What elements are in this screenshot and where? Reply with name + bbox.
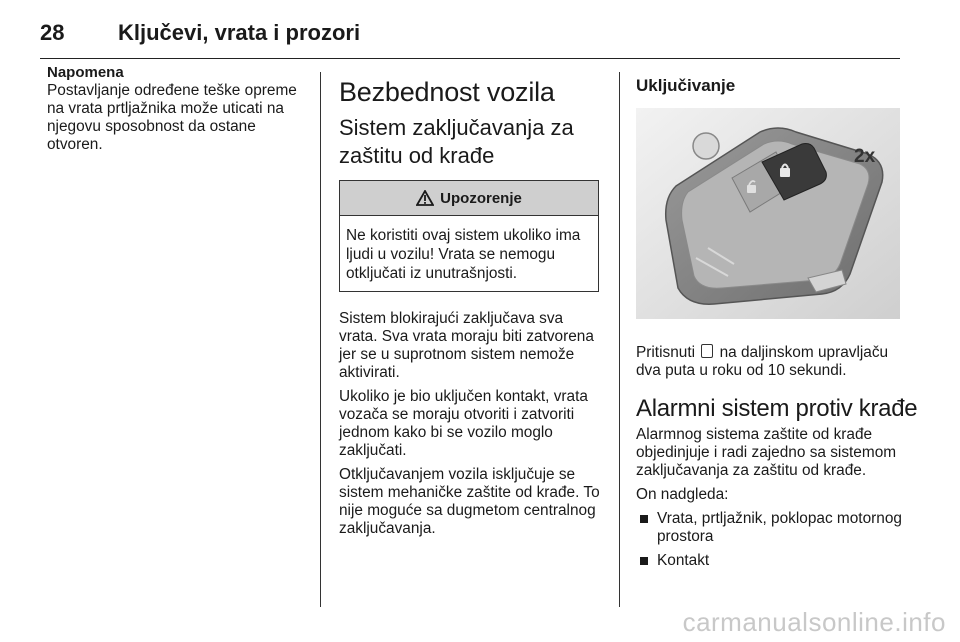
- bullet-square-icon: [640, 515, 648, 523]
- note-title: Napomena: [47, 64, 124, 81]
- page-number: 28: [40, 20, 65, 45]
- column-middle: [339, 62, 604, 544]
- column-divider: [320, 72, 321, 607]
- warning-text: Ne koristiti ovaj sistem ukoliko ima ljudi u vozilu! Vrata se nemogu otključati iz unutrašnjosti.: [346, 227, 581, 282]
- warning-box: [339, 180, 599, 292]
- alarm-heading: Alarmni sistem protiv krađe: [636, 395, 918, 422]
- paragraph: Ukoliko je bio uključen kontakt, vrata vozača se moraju otvoriti i zatvoriti jednom kako bi se vozilo moglo zaključati.: [339, 388, 588, 459]
- bullet-item: Kontakt: [640, 552, 904, 570]
- paragraph: Alarmnog sistema zaštite od krađe objedinjuje i radi zajedno sa sistemom zaključavanja za zaštitu od krađe.: [636, 426, 897, 479]
- note-text: Postavljanje određene teške opreme na vrata prtljažnika može uticati na njegovu sposobnost da ostane otvoren.: [47, 82, 297, 153]
- paragraph: On nadgleda:: [636, 486, 729, 503]
- column-right: [636, 62, 918, 576]
- section-subheading: Sistem zaključavanja za zaštitu od krađe: [339, 115, 574, 168]
- instruction-text: Pritisnuti na daljinskom upravljaču dva puta u roku od 10 sekundi.: [636, 344, 889, 379]
- bullet-square-icon: [640, 557, 648, 565]
- press-count-label: 2x: [854, 146, 876, 167]
- warning-title: Upozorenje: [440, 189, 522, 207]
- warning-header: [340, 181, 598, 216]
- chapter-title: Ključevi, vrata i prozori: [118, 20, 361, 45]
- paragraph: Otključavanjem vozila isključuje se sistem mehaničke zaštite od krađe. To nije moguće sa dugmetom centralnog zaključavanja.: [339, 466, 600, 537]
- column-left: [47, 62, 309, 160]
- warning-triangle-icon: [416, 190, 434, 206]
- bullet-item: Vrata, prtljažnik, poklopac motornog prostora: [640, 510, 904, 546]
- page-header: [40, 14, 900, 59]
- remote-key-figure: [636, 108, 900, 319]
- subsection-heading: Uključivanje: [636, 76, 736, 95]
- section-heading: Bezbednost vozila: [339, 77, 555, 107]
- paragraph: Sistem blokirajući zaključava sva vrata. Sva vrata moraju biti zatvorena jer se u suprotnom sistem nemože aktivirati.: [339, 310, 594, 381]
- column-divider: [619, 72, 620, 607]
- lock-icon: [701, 344, 713, 358]
- watermark: carmanualsonline.info: [682, 607, 946, 637]
